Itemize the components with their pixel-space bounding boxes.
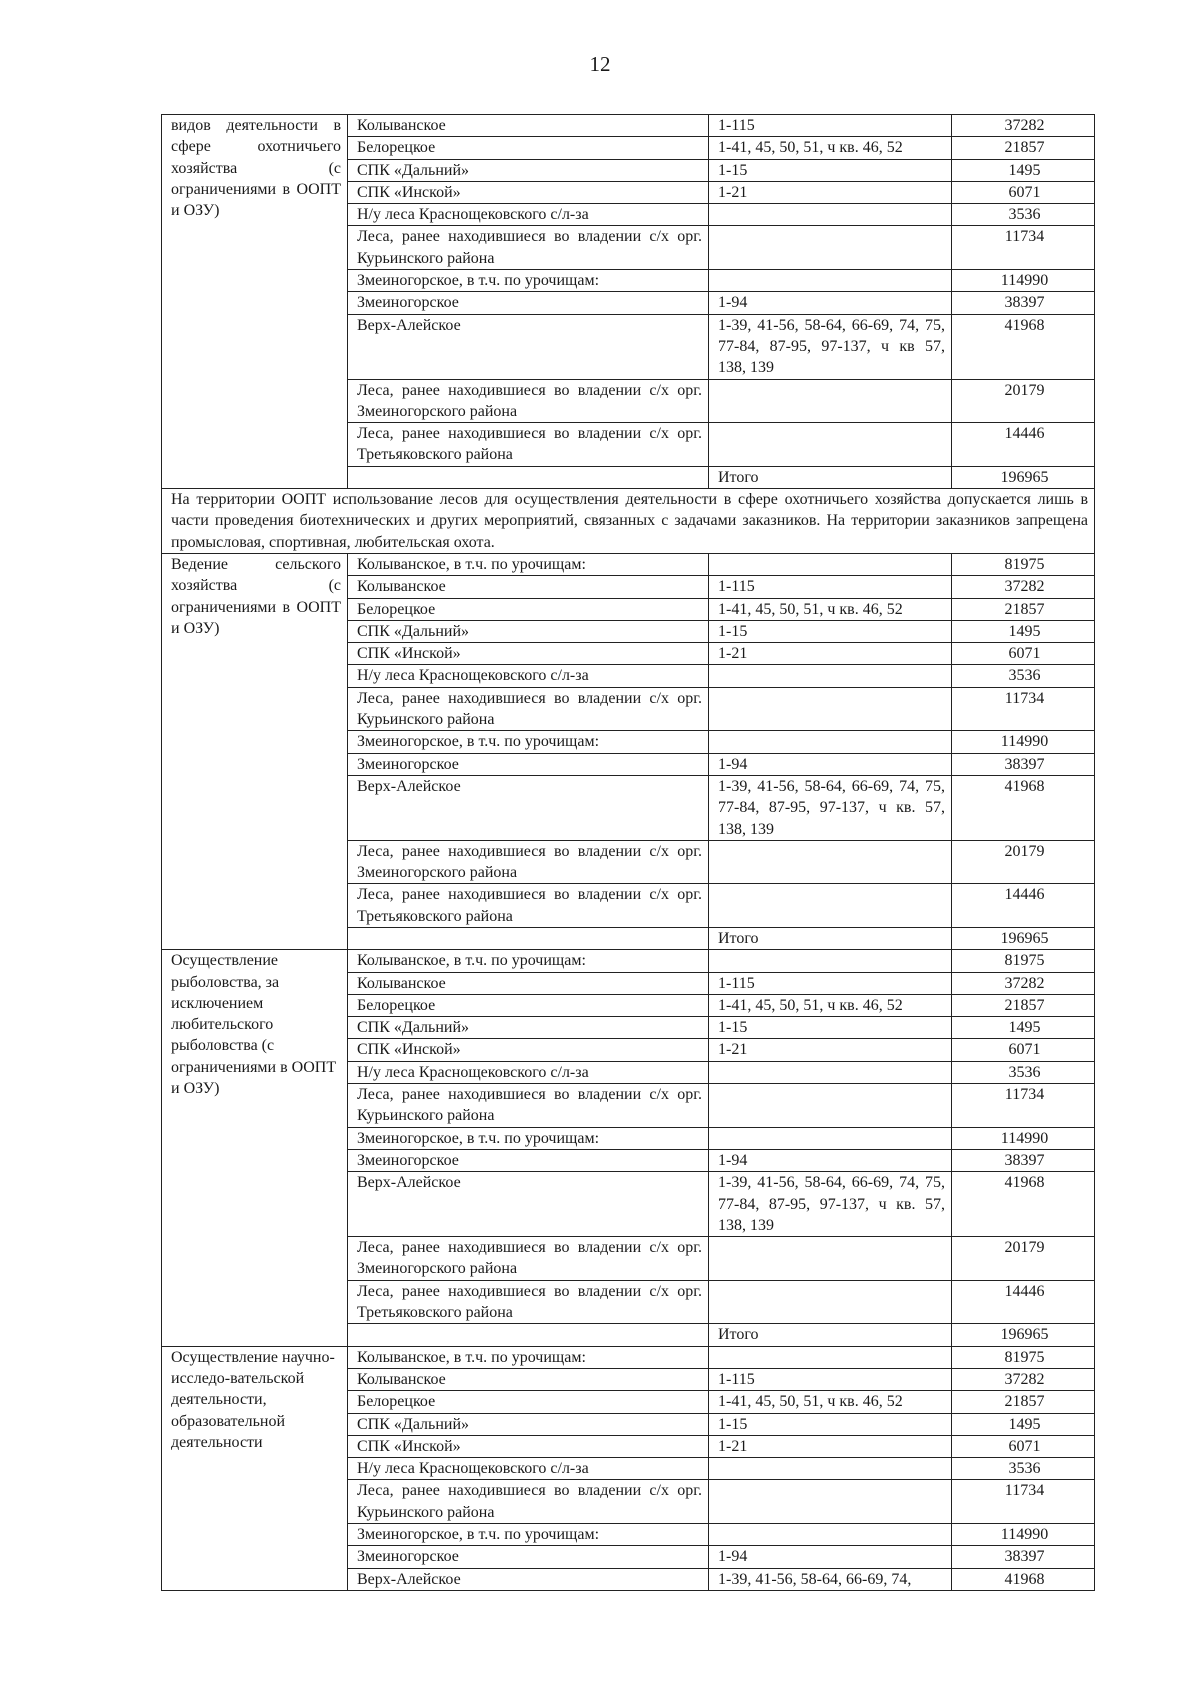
area-cell: 37282	[952, 972, 1095, 994]
quarters-cell: 1-15	[709, 620, 952, 642]
site-name-cell: Н/у леса Краснощековского с/л-за	[348, 204, 709, 226]
table-body	[162, 115, 1095, 1591]
activity-cell: Осуществление рыболовства, за исключением любительского рыболовства (с ограничениями в ООПТ и ОЗУ)	[162, 950, 348, 1346]
table-row	[162, 553, 1095, 575]
area-cell: 14446	[952, 1280, 1095, 1324]
site-name-cell: Н/у леса Краснощековского с/л-за	[348, 1061, 709, 1083]
quarters-cell: 1-41, 45, 50, 51, ч кв. 46, 52	[709, 1391, 952, 1413]
area-cell: 1495	[952, 620, 1095, 642]
area-cell: 1495	[952, 1413, 1095, 1435]
site-name-cell: Верх-Алейское	[348, 1568, 709, 1590]
site-name-cell: СПК «Инской»	[348, 181, 709, 203]
quarters-cell: 1-39, 41-56, 58-64, 66-69, 74, 75, 77-84, 87-95, 97-137, ч кв. 57, 138, 139	[709, 1172, 952, 1237]
site-name-cell: Верх-Алейское	[348, 314, 709, 379]
site-name-cell: Змеиногорское, в т.ч. по урочищам:	[348, 1524, 709, 1546]
site-name-cell: Леса, ранее находившиеся во владении с/х орг. Курьинского района	[348, 1084, 709, 1128]
site-name-cell: Леса, ранее находившиеся во владении с/х орг. Третьяковского района	[348, 423, 709, 467]
site-name-cell: СПК «Инской»	[348, 1435, 709, 1457]
site-name-cell: Леса, ранее находившиеся во владении с/х орг. Змеиногорского района	[348, 840, 709, 884]
quarters-cell	[709, 687, 952, 731]
activity-cell: Осуществление научно-исследо-вательской деятельности, образовательной деятельности	[162, 1346, 348, 1590]
quarters-cell	[709, 665, 952, 687]
quarters-cell: 1-115	[709, 972, 952, 994]
site-name-cell: Леса, ранее находившиеся во владении с/х орг. Курьинского района	[348, 1480, 709, 1524]
area-cell: 81975	[952, 950, 1095, 972]
area-cell: 114990	[952, 270, 1095, 292]
total-label-cell: Итого	[709, 1324, 952, 1346]
area-cell: 1495	[952, 159, 1095, 181]
area-cell: 41968	[952, 1568, 1095, 1590]
table-row	[162, 489, 1095, 554]
area-cell: 20179	[952, 379, 1095, 423]
site-name-cell: Белорецкое	[348, 1391, 709, 1413]
area-cell: 81975	[952, 553, 1095, 575]
page-number: 12	[589, 52, 611, 76]
site-name-cell: Змеиногорское	[348, 292, 709, 314]
site-name-cell: Верх-Алейское	[348, 1172, 709, 1237]
quarters-cell	[709, 270, 952, 292]
site-name-cell: СПК «Дальний»	[348, 1413, 709, 1435]
quarters-cell: 1-115	[709, 1368, 952, 1390]
area-cell: 6071	[952, 643, 1095, 665]
total-label-cell: Итого	[709, 466, 952, 488]
area-cell: 3536	[952, 1061, 1095, 1083]
site-name-cell: СПК «Дальний»	[348, 620, 709, 642]
quarters-cell: 1-94	[709, 1149, 952, 1171]
site-name-cell: Леса, ранее находившиеся во владении с/х орг. Змеиногорского района	[348, 1237, 709, 1281]
site-name-cell: Н/у леса Краснощековского с/л-за	[348, 1458, 709, 1480]
quarters-cell: 1-41, 45, 50, 51, ч кв. 46, 52	[709, 994, 952, 1016]
quarters-cell	[709, 1280, 952, 1324]
area-cell: 114990	[952, 731, 1095, 753]
site-name-cell: Белорецкое	[348, 598, 709, 620]
area-cell: 37282	[952, 576, 1095, 598]
area-cell: 38397	[952, 1546, 1095, 1568]
quarters-cell: 1-21	[709, 181, 952, 203]
area-cell: 41968	[952, 775, 1095, 840]
area-cell: 81975	[952, 1346, 1095, 1368]
quarters-cell	[709, 1346, 952, 1368]
area-cell: 14446	[952, 423, 1095, 467]
area-cell: 14446	[952, 884, 1095, 928]
quarters-cell: 1-94	[709, 1546, 952, 1568]
table-row	[162, 1346, 1095, 1368]
quarters-cell: 1-94	[709, 753, 952, 775]
note-cell: На территории ООПТ использование лесов для осуществления деятельности в сфере охотничьего хозяйства допускается лишь в части проведения биотехнических и других мероприятий, связанных с задачами заказников. На территории заказников запрещена промысловая, спортивная, любительская охота.	[162, 489, 1095, 554]
quarters-cell	[709, 731, 952, 753]
area-cell: 3536	[952, 204, 1095, 226]
quarters-cell: 1-39, 41-56, 58-64, 66-69, 74, 75, 77-84, 87-95, 97-137, ч кв. 57, 138, 139	[709, 775, 952, 840]
quarters-cell	[709, 1480, 952, 1524]
site-name-cell: СПК «Инской»	[348, 643, 709, 665]
activity-cell: Ведение сельского хозяйства (с ограничениями в ООПТ и ОЗУ)	[162, 553, 348, 949]
activity-cell: видов деятельности в сфере охотничьего хозяйства (с ограничениями в ООПТ и ОЗУ)	[162, 115, 348, 489]
quarters-cell: 1-15	[709, 159, 952, 181]
quarters-cell: 1-39, 41-56, 58-64, 66-69, 74,	[709, 1568, 952, 1590]
quarters-cell: 1-41, 45, 50, 51, ч кв. 46, 52	[709, 137, 952, 159]
quarters-cell	[709, 950, 952, 972]
site-name-cell: Змеиногорское	[348, 753, 709, 775]
area-cell: 6071	[952, 1435, 1095, 1457]
site-name-cell: Колыванское	[348, 576, 709, 598]
quarters-cell: 1-94	[709, 292, 952, 314]
quarters-cell	[709, 840, 952, 884]
area-cell: 38397	[952, 1149, 1095, 1171]
quarters-cell	[709, 423, 952, 467]
area-cell: 6071	[952, 1039, 1095, 1061]
quarters-cell: 1-39, 41-56, 58-64, 66-69, 74, 75, 77-84, 87-95, 97-137, ч кв 57, 138, 139	[709, 314, 952, 379]
quarters-cell: 1-21	[709, 1039, 952, 1061]
area-cell: 21857	[952, 598, 1095, 620]
total-label-cell: Итого	[709, 927, 952, 949]
site-name-cell: СПК «Дальний»	[348, 1017, 709, 1039]
total-area-cell: 196965	[952, 1324, 1095, 1346]
area-cell: 3536	[952, 665, 1095, 687]
site-name-cell: Белорецкое	[348, 994, 709, 1016]
site-name-cell: Змеиногорское, в т.ч. по урочищам:	[348, 731, 709, 753]
area-cell: 21857	[952, 1391, 1095, 1413]
site-name-cell: Колыванское	[348, 115, 709, 137]
area-cell: 11734	[952, 1480, 1095, 1524]
quarters-cell	[709, 884, 952, 928]
site-name-cell: Колыванское, в т.ч. по урочищам:	[348, 553, 709, 575]
quarters-cell: 1-21	[709, 643, 952, 665]
site-name-cell: Белорецкое	[348, 137, 709, 159]
quarters-cell: 1-115	[709, 576, 952, 598]
quarters-cell	[709, 204, 952, 226]
site-name-cell: Колыванское	[348, 972, 709, 994]
forest-use-table	[161, 114, 1095, 1591]
quarters-cell	[709, 1127, 952, 1149]
area-cell: 1495	[952, 1017, 1095, 1039]
quarters-cell	[709, 226, 952, 270]
site-name-cell: Леса, ранее находившиеся во владении с/х орг. Курьинского района	[348, 687, 709, 731]
site-name-cell: Змеиногорское	[348, 1149, 709, 1171]
area-cell: 21857	[952, 137, 1095, 159]
area-cell: 41968	[952, 1172, 1095, 1237]
quarters-cell: 1-15	[709, 1413, 952, 1435]
quarters-cell: 1-41, 45, 50, 51, ч кв. 46, 52	[709, 598, 952, 620]
area-cell: 37282	[952, 1368, 1095, 1390]
total-area-cell: 196965	[952, 466, 1095, 488]
area-cell: 38397	[952, 292, 1095, 314]
area-cell: 38397	[952, 753, 1095, 775]
site-name-cell: Леса, ранее находившиеся во владении с/х орг. Третьяковского района	[348, 884, 709, 928]
site-name-cell: Змеиногорское, в т.ч. по урочищам:	[348, 270, 709, 292]
area-cell: 21857	[952, 994, 1095, 1016]
area-cell: 114990	[952, 1127, 1095, 1149]
quarters-cell	[709, 1524, 952, 1546]
quarters-cell: 1-21	[709, 1435, 952, 1457]
site-name-cell: СПК «Дальний»	[348, 159, 709, 181]
area-cell: 20179	[952, 840, 1095, 884]
site-name-cell: Н/у леса Краснощековского с/л-за	[348, 665, 709, 687]
area-cell: 11734	[952, 226, 1095, 270]
quarters-cell	[709, 1084, 952, 1128]
area-cell: 6071	[952, 181, 1095, 203]
site-name-cell: Леса, ранее находившиеся во владении с/х орг. Змеиногорского района	[348, 379, 709, 423]
site-name-cell	[348, 466, 709, 488]
quarters-cell: 1-115	[709, 115, 952, 137]
site-name-cell	[348, 927, 709, 949]
table-row	[162, 950, 1095, 972]
area-cell: 41968	[952, 314, 1095, 379]
area-cell: 20179	[952, 1237, 1095, 1281]
site-name-cell: Колыванское, в т.ч. по урочищам:	[348, 950, 709, 972]
quarters-cell	[709, 1237, 952, 1281]
area-cell: 11734	[952, 1084, 1095, 1128]
site-name-cell: Колыванское	[348, 1368, 709, 1390]
quarters-cell	[709, 379, 952, 423]
total-area-cell: 196965	[952, 927, 1095, 949]
site-name-cell: Верх-Алейское	[348, 775, 709, 840]
site-name-cell: Колыванское, в т.ч. по урочищам:	[348, 1346, 709, 1368]
site-name-cell: Змеиногорское, в т.ч. по урочищам:	[348, 1127, 709, 1149]
site-name-cell: Леса, ранее находившиеся во владении с/х орг. Курьинского района	[348, 226, 709, 270]
quarters-cell	[709, 1061, 952, 1083]
quarters-cell	[709, 553, 952, 575]
site-name-cell: СПК «Инской»	[348, 1039, 709, 1061]
site-name-cell: Змеиногорское	[348, 1546, 709, 1568]
site-name-cell	[348, 1324, 709, 1346]
area-cell: 37282	[952, 115, 1095, 137]
site-name-cell: Леса, ранее находившиеся во владении с/х орг. Третьяковского района	[348, 1280, 709, 1324]
quarters-cell	[709, 1458, 952, 1480]
table-row	[162, 115, 1095, 137]
area-cell: 114990	[952, 1524, 1095, 1546]
area-cell: 3536	[952, 1458, 1095, 1480]
quarters-cell: 1-15	[709, 1017, 952, 1039]
area-cell: 11734	[952, 687, 1095, 731]
